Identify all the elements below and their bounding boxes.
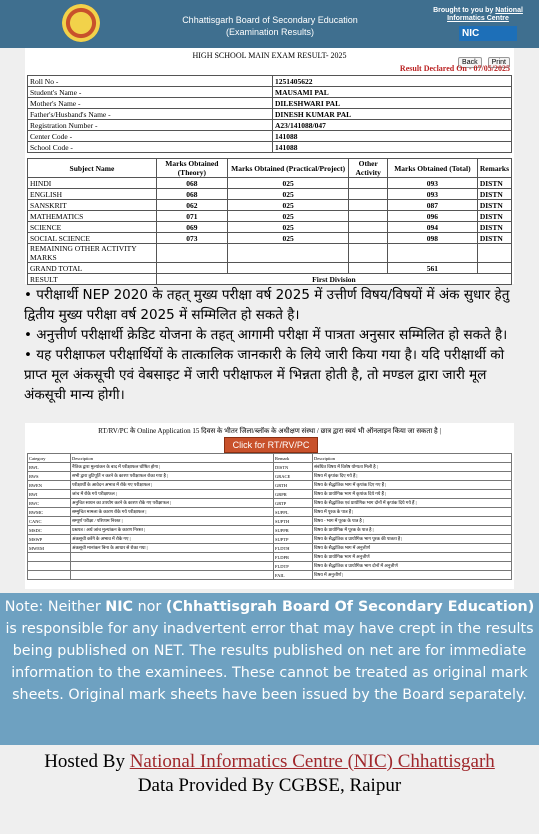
legend-cell: विषय के सैद्धांतिक व प्रायोगिक भाग दोनों में अनुत्तीर्ण (313, 562, 512, 571)
rt-note: RT/RV/PC के Online Application 15 दिवस के भीतर जिला/ब्लॉक के अधीक्षण संस्था / छात्र द्वारा स्वयं भी ऑनलाइन किया जा सकता है | (98, 427, 441, 435)
col-total: Marks Obtained (Total) (387, 159, 477, 178)
legend-cell: RWMC (28, 508, 71, 517)
hindi-note: • अनुत्तीर्ण परीक्षार्थी क्रेडिट योजना के तहत् आगामी परीक्षा में पात्रता अनुसार सम्मिलित हो सकते है। (24, 327, 508, 343)
other-marks (349, 200, 388, 211)
legend-cell: संबंधित विषय में विशेष योग्यता मिली है | (313, 463, 512, 472)
subject-row (28, 189, 512, 200)
legend-cell: CANC (28, 517, 71, 526)
hindi-note: • परीक्षार्थी NEP 2020 के तहत् मुख्य परीक्षा वर्ष 2025 में उत्तीर्ण विषय/विषयों में अंक सुधार हेतु द्वितीय मुख्य परीक्षा वर्ष 2025 में सम्मिलित हो सकते है। (24, 287, 510, 323)
col-subject: Subject Name (28, 159, 157, 178)
note-board: (Chhattisgrah Board Of Secondary Education) (165, 599, 535, 615)
legend-cell: विषय के सैद्धांतिक भाग में अनुत्तीर्ण (313, 544, 512, 553)
legend-cell: GRTH (274, 481, 313, 490)
hosted-line (0, 750, 539, 774)
legend-cell: GRACE (274, 472, 313, 481)
result-label: RESULT (28, 274, 157, 285)
theory-marks: 071 (156, 211, 227, 222)
remarks: DISTN (477, 189, 511, 200)
rt-rv-pc-button[interactable]: Click for RT/RV/PC (224, 437, 318, 453)
info-row (28, 142, 512, 153)
hindi-note: • यह परीक्षाफल परीक्षार्थियों के तात्कालिक जानकारी के लिये जारी किया गया है। यदि परीक्षार्थी को प्राप्त मूल अंकसूची एवं वेबसाइट में जारी परीक्षाफल में भिन्नता होती है, तो मण्डल द्वारा जारी मूल अंकसूची मान्य होगी। (24, 347, 505, 403)
legend-cell: सम्पूर्ण परीक्षा / परिणाम निरस्त | (71, 517, 274, 526)
other-marks (349, 211, 388, 222)
subject-name: HINDI (28, 178, 157, 189)
legend-cell: परीक्षार्थी के आवेदन अभाव में रोके गए परीक्षाफल | (71, 481, 274, 490)
header-title (160, 14, 380, 38)
total-marks: 096 (387, 211, 477, 222)
practical-marks: 025 (227, 233, 349, 244)
legend-cell: MWEM (28, 544, 71, 553)
theory-marks: 068 (156, 178, 227, 189)
legend-cell (28, 571, 71, 580)
col-remarks: Remarks (477, 159, 511, 178)
legend-row (28, 526, 512, 535)
header-title-line2: (Examination Results) (225, 27, 315, 37)
info-row (28, 98, 512, 109)
legend-row (28, 490, 512, 499)
subject-row (28, 200, 512, 211)
empty-cell (477, 244, 511, 263)
nic-link[interactable]: National Informatics Centre (447, 7, 523, 22)
empty-cell (156, 263, 227, 274)
rt-rv-pc-panel (25, 423, 514, 589)
grand-total-row (28, 263, 512, 274)
subject-name: SANSKRIT (28, 200, 157, 211)
remarks: DISTN (477, 233, 511, 244)
grand-total-value: 561 (387, 263, 477, 274)
hindi-notes (24, 285, 519, 405)
legend-cell: विषय के सैद्धांतिक एवं प्रायोगिक भाग दोनों में कृपांक दिये गये हैं | (313, 499, 512, 508)
info-value: MAUSAMI PAL (273, 87, 512, 98)
legend-col-description: Description (71, 454, 274, 463)
legend-cell (28, 553, 71, 562)
legend-cell: विषय के सैद्धांतिक भाग में कृपांक दिए गए हैं | (313, 481, 512, 490)
legend-row (28, 463, 512, 472)
legend-row (28, 472, 512, 481)
subject-name: SCIENCE (28, 222, 157, 233)
legend-cell: RWC (28, 499, 71, 508)
category-legend-table (27, 453, 512, 580)
student-info-table (27, 75, 512, 153)
legend-cell: अनुचित साधन का उपयोग करने के कारण रोके गए परीक्षाफल | (71, 499, 274, 508)
remaining-activity-label: REMAINING OTHER ACTIVITY MARKS (28, 244, 157, 263)
data-provided-by: Data Provided By CGBSE, Raipur (137, 775, 402, 796)
subject-name: MATHEMATICS (28, 211, 157, 222)
info-row (28, 109, 512, 120)
info-value: A23/141088/047 (273, 120, 512, 131)
legend-row (28, 508, 512, 517)
total-marks: 094 (387, 222, 477, 233)
remaining-activity-row (28, 244, 512, 263)
legend-cell: अंकसूची करेंगे के अभाव में रोके गए | (71, 535, 274, 544)
legend-row (28, 544, 512, 553)
other-marks (349, 222, 388, 233)
info-value: 141088 (273, 131, 512, 142)
practical-marks: 025 (227, 178, 349, 189)
legend-row (28, 571, 512, 580)
legend-cell: प्रश्नपत्र / अर्ध जांच मुल्यांकन के कारण निरस्त | (71, 526, 274, 535)
legend-cell: जांच में रोके गये परीक्षाफल | (71, 490, 274, 499)
note-mid: nor (133, 599, 166, 615)
legend-cell: SUPPR (274, 526, 313, 535)
result-card (25, 48, 514, 284)
info-label: Student's Name - (28, 87, 273, 98)
empty-cell (227, 263, 349, 274)
legend-cell: RWI (28, 490, 71, 499)
info-value: 141088 (273, 142, 512, 153)
empty-cell (227, 244, 349, 263)
print-button[interactable]: Print (488, 57, 510, 68)
brought-text: Brought to you by (433, 7, 494, 14)
empty-cell (156, 244, 227, 263)
legend-cell: FAIL (274, 571, 313, 580)
footer (0, 750, 539, 798)
practical-marks: 025 (227, 189, 349, 200)
info-value: 1251405622 (273, 76, 512, 87)
practical-marks: 025 (227, 211, 349, 222)
site-header (0, 0, 539, 48)
legend-cell: सम्मुचित मामला के कारण रोके गये परीक्षाफल | (71, 508, 274, 517)
other-marks (349, 189, 388, 200)
note-pre: Note: Neither (4, 599, 106, 615)
legend-cell: GRPR (274, 490, 313, 499)
info-label: Roll No - (28, 76, 273, 87)
back-button[interactable]: Back (458, 57, 482, 68)
legend-col-category: Category (28, 454, 71, 463)
hosted-by-label: Hosted By (44, 751, 130, 772)
info-row (28, 120, 512, 131)
nic-logo-icon (459, 26, 517, 41)
remarks: DISTN (477, 200, 511, 211)
result-row (28, 274, 512, 285)
col-theory: Marks Obtained (Theory) (156, 159, 227, 178)
remarks: DISTN (477, 211, 511, 222)
legend-cell: विषय में कृपांक दिए गये हैं | (313, 472, 512, 481)
info-row (28, 87, 512, 98)
subject-row (28, 178, 512, 189)
practical-marks: 025 (227, 200, 349, 211)
legend-cell: RWS (28, 472, 71, 481)
legend-cell: RWEN (28, 481, 71, 490)
total-marks: 093 (387, 178, 477, 189)
note-post: is responsible for any inadvertent error that may have crept in the results being published on NET. The results published on net are for immediate information to the examinees. These cannot be treated as original mark sheets. Original mark sheets have been issued by the Board separately. (5, 621, 534, 703)
legend-cell (28, 562, 71, 571)
nic-chhattisgarh-link[interactable]: National Informatics Centre (NIC) Chhattisgarh (129, 751, 495, 772)
empty-cell (477, 263, 511, 274)
legend-cell: FLDPR (274, 553, 313, 562)
legend-cell: सभी द्वारा त्रुटिपूर्ति न करने के कारण परीक्षाफल रोका गया है | (71, 472, 274, 481)
legend-header-row (28, 454, 512, 463)
legend-row (28, 535, 512, 544)
legend-row (28, 517, 512, 526)
result-value: First Division (156, 274, 511, 285)
empty-cell (349, 263, 388, 274)
col-other: Other Activity (349, 159, 388, 178)
legend-row (28, 481, 512, 490)
legend-cell (71, 562, 274, 571)
info-value: DILESHWARI PAL (273, 98, 512, 109)
info-row (28, 76, 512, 87)
subject-row (28, 222, 512, 233)
empty-cell (349, 244, 388, 263)
legend-row (28, 499, 512, 508)
legend-cell: विषय - भाग में पूरक के पात्र है | (313, 517, 512, 526)
legend-cell: GRTP (274, 499, 313, 508)
subject-name: SOCIAL SCIENCE (28, 233, 157, 244)
legend-row (28, 553, 512, 562)
disclaimer-note (0, 593, 539, 745)
theory-marks: 073 (156, 233, 227, 244)
info-label: Father's/Husband's Name - (28, 109, 273, 120)
other-marks (349, 178, 388, 189)
cgbse-logo-icon (62, 4, 100, 42)
total-marks: 093 (387, 189, 477, 200)
nic-logo-text: NIC (462, 28, 480, 39)
other-marks (349, 233, 388, 244)
header-title-line1: Chhattisgarh Board of Secondary Education (182, 15, 358, 25)
result-declared-date: Result Declared On - 07/05/2025 (399, 64, 510, 73)
total-marks: 087 (387, 200, 477, 211)
legend-col-description2: Description (313, 454, 512, 463)
remarks: DISTN (477, 178, 511, 189)
legend-cell: FLDTP (274, 562, 313, 571)
theory-marks: 062 (156, 200, 227, 211)
practical-marks: 025 (227, 222, 349, 233)
legend-cell: SUPTH (274, 517, 313, 526)
legend-cell (71, 571, 274, 580)
legend-cell: नैतिक द्वारा मुल्यांकन के बाद में परीक्षाफल घोषित होगा | (71, 463, 274, 472)
legend-cell: विषय में अनुत्तीर्ण | (313, 571, 512, 580)
subject-name: ENGLISH (28, 189, 157, 200)
legend-cell: FLDTH (274, 544, 313, 553)
subject-row (28, 211, 512, 222)
legend-col-remark: Remark (274, 454, 313, 463)
legend-cell: विषय के सैद्धांतिक व प्रायोगिक भाग पूरक की पात्रता है | (313, 535, 512, 544)
info-label: Mother's Name - (28, 98, 273, 109)
brought-by (423, 7, 533, 23)
exam-title: HIGH SCHOOL MAIN EXAM RESULT- 2025 (192, 51, 347, 60)
info-label: Center Code - (28, 131, 273, 142)
legend-cell: SUPPL (274, 508, 313, 517)
note-nic: NIC (105, 599, 134, 615)
info-label: Registration Number - (28, 120, 273, 131)
legend-cell: RWL (28, 463, 71, 472)
marks-header-row (28, 159, 512, 178)
total-marks: 098 (387, 233, 477, 244)
theory-marks: 068 (156, 189, 227, 200)
legend-cell: विषय के प्रायोगिक में पूरक के पात्र है | (313, 526, 512, 535)
legend-cell: विषय में पूरक के पात्र हैं | (313, 508, 512, 517)
grand-total-label: GRAND TOTAL (28, 263, 157, 274)
info-value: DINESH KUMAR PAL (273, 109, 512, 120)
legend-cell: SUPTP (274, 535, 313, 544)
remarks: DISTN (477, 222, 511, 233)
legend-cell: MSDC (28, 526, 71, 535)
col-practical: Marks Obtained (Practical/Project) (227, 159, 349, 178)
legend-cell: विषय के प्रायोगिक भाग में अनुत्तीर्ण (313, 553, 512, 562)
empty-cell (387, 244, 477, 263)
info-row (28, 131, 512, 142)
legend-row (28, 562, 512, 571)
legend-cell: DISTN (274, 463, 313, 472)
marks-table (27, 158, 512, 285)
legend-cell: MSWP (28, 535, 71, 544)
legend-cell (71, 553, 274, 562)
info-label: School Code - (28, 142, 273, 153)
legend-cell: अंकसूची मानांकन बिना के आधार से रोका गया | (71, 544, 274, 553)
legend-cell: विषय के प्रायोगिक भाग में कृपांक दिये गये हैं | (313, 490, 512, 499)
theory-marks: 069 (156, 222, 227, 233)
subject-row (28, 233, 512, 244)
